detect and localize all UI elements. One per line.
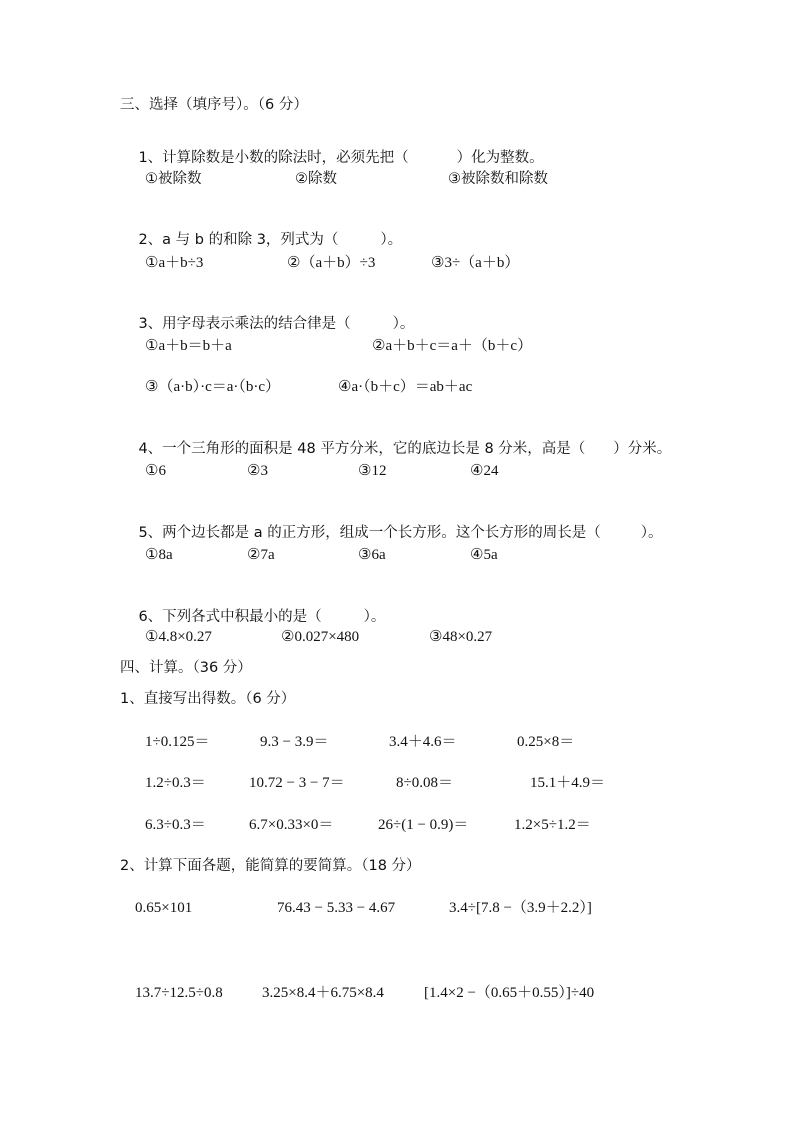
calc-item: 76.43 − 5.33 − 4.67 <box>277 900 396 916</box>
oral-calc-item: 6.7×0.33×0＝ <box>249 817 334 833</box>
question-1-option-2: ②除数 <box>295 171 337 187</box>
question-5-text-end: ）。 <box>640 525 663 541</box>
question-3-option-4: ④a·（b＋c）＝ab＋ac <box>338 379 473 395</box>
question-5 <box>120 503 663 563</box>
question-6-option-3: ③48×0.27 <box>429 629 493 645</box>
calc-item: 3.25×8.4＋6.75×8.4 <box>262 985 384 1001</box>
question-3-text-end: ）。 <box>392 316 415 332</box>
section-3-title: 三、选择（填序号）。（6 分） <box>120 97 308 113</box>
question-4 <box>120 419 671 479</box>
question-2-option-2: ②（a＋b）÷3 <box>287 255 376 271</box>
section-4-title: 四、计算。（36 分） <box>120 660 252 676</box>
question-3-option-1: ①a＋b＝b＋a <box>145 338 232 354</box>
question-2-text: 2、a 与 b 的和除 3，列式为（ <box>138 232 339 248</box>
question-4-text: 4、一个三角形的面积是 48 平方分米，它的底边长是 8 分米，高是（ <box>138 441 586 457</box>
oral-calc-item: 10.72 − 3 − 7＝ <box>249 775 345 791</box>
question-4-option-2: ②3 <box>247 463 268 479</box>
oral-calc-item: 26÷(1 − 0.9)＝ <box>378 817 469 833</box>
oral-calc-item: 9.3 − 3.9＝ <box>260 734 329 750</box>
oral-calc-item: 6.3÷0.3＝ <box>145 817 206 833</box>
question-6-text: 6、下列各式中积最小的是（ <box>138 609 322 625</box>
question-3-option-3: ③（a·b）·c＝a·（b·c） <box>145 379 281 395</box>
question-6-option-2: ②0.027×480 <box>281 629 360 645</box>
question-6-option-1: ①4.8×0.27 <box>145 629 212 645</box>
question-4-text-end: ）分米。 <box>613 441 672 457</box>
oral-calc-item: 8÷0.08＝ <box>396 775 453 791</box>
question-5-option-1: ①8a <box>145 547 173 563</box>
question-1-option-1: ①被除数 <box>145 171 202 187</box>
calc-item: [1.4×2 −（0.65＋0.55）]÷40 <box>424 985 595 1001</box>
oral-calc-item: 1.2÷0.3＝ <box>145 775 206 791</box>
question-4-option-3: ③12 <box>358 463 387 479</box>
calc-item: 0.65×101 <box>135 900 193 916</box>
part-2-title: 2、计算下面各题，能简算的要简算。（18 分） <box>120 858 421 874</box>
question-5-option-2: ②7a <box>247 547 275 563</box>
question-5-option-4: ④5a <box>470 547 498 563</box>
question-4-option-4: ④24 <box>470 463 499 479</box>
oral-calc-item: 1.2×5÷1.2＝ <box>514 817 591 833</box>
question-4-option-1: ①6 <box>145 463 166 479</box>
question-2-option-3: ③3÷（a＋b） <box>431 255 520 271</box>
calc-item: 3.4÷[7.8 −（3.9＋2.2）] <box>449 900 592 916</box>
question-1-text: 1、计算除数是小数的除法时，必须先把（ <box>138 150 409 166</box>
oral-calc-item: 3.4＋4.6＝ <box>389 734 457 750</box>
question-6-text-end: ）。 <box>363 609 386 625</box>
question-5-option-3: ③6a <box>358 547 386 563</box>
oral-calc-item: 0.25×8＝ <box>517 734 575 750</box>
question-2-text-end: ）。 <box>380 232 403 248</box>
question-3-option-2: ②a＋b＋c＝a＋（b＋c） <box>372 338 533 354</box>
oral-calc-item: 15.1＋4.9＝ <box>530 775 606 791</box>
question-2-option-1: ①a＋b÷3 <box>145 255 204 271</box>
question-1-text-end: ）化为整数。 <box>456 150 544 166</box>
oral-calc-item: 1÷0.125＝ <box>145 734 210 750</box>
question-5-text: 5、两个边长都是 a 的正方形，组成一个长方形。这个长方形的周长是（ <box>138 525 601 541</box>
part-1-title: 1、直接写出得数。（6 分） <box>120 691 296 707</box>
calc-item: 13.7÷12.5÷0.8 <box>135 985 223 1001</box>
question-3-text: 3、用字母表示乘法的结合律是（ <box>138 316 351 332</box>
question-1-option-3: ③被除数和除数 <box>448 171 548 187</box>
